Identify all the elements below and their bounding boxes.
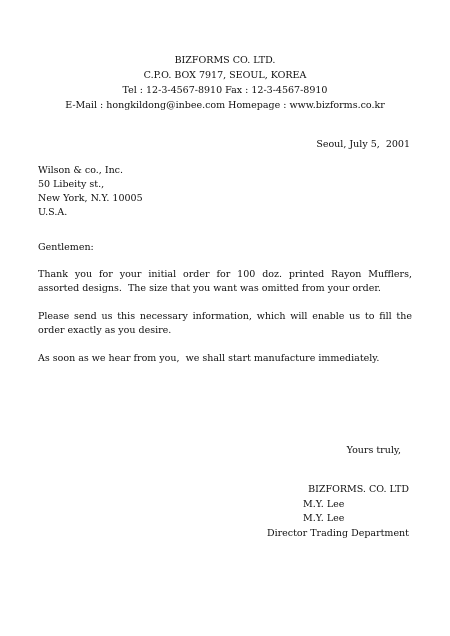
salutation: Gentlemen: [38, 242, 94, 253]
recipient-line: 50 Libeity st., [38, 179, 105, 190]
letterhead-address: C.P.O. BOX 7917, SEOUL, KOREA [143, 70, 307, 81]
signature-title: Director Trading Department [266, 527, 409, 539]
signature-block [209, 483, 409, 541]
body-paragraph: As soon as we hear from you, we shall start manufacture immediately. [38, 353, 380, 364]
signature-name-typed: M.Y. Lee [303, 513, 345, 524]
recipient-address [38, 164, 143, 220]
signature-company: BIZFORMS. CO. LTD [308, 484, 409, 495]
letter-body [38, 268, 416, 380]
letterhead-phone-fax: Tel : 12-3-4567-8910 Fax : 12-3-4567-8910 [122, 85, 328, 96]
letterhead-email-homepage: E-Mail : hongkildong@inbee.com Homepage : www.bizforms.co.kr [65, 100, 385, 111]
letterhead-company: BIZFORMS CO. LTD. [174, 55, 276, 66]
recipient-line: New York, N.Y. 10005 [38, 193, 143, 204]
letter-date: Seoul, July 5, 2001 [316, 139, 410, 150]
signature-name: M.Y. Lee [303, 498, 345, 510]
complimentary-close: Yours truly, [346, 445, 401, 456]
body-paragraph: Please send us this necessary information, which will enable us to fill the order exactly as you desire. [38, 311, 416, 336]
recipient-line: Wilson & co., Inc. [38, 165, 124, 176]
recipient-line: U.S.A. [38, 207, 68, 218]
body-paragraph: Thank you for your initial order for 100 doz. printed Rayon Mufflers, assorted designs. The size that you want was omitted from your order. [38, 269, 416, 294]
letterhead [0, 53, 450, 113]
